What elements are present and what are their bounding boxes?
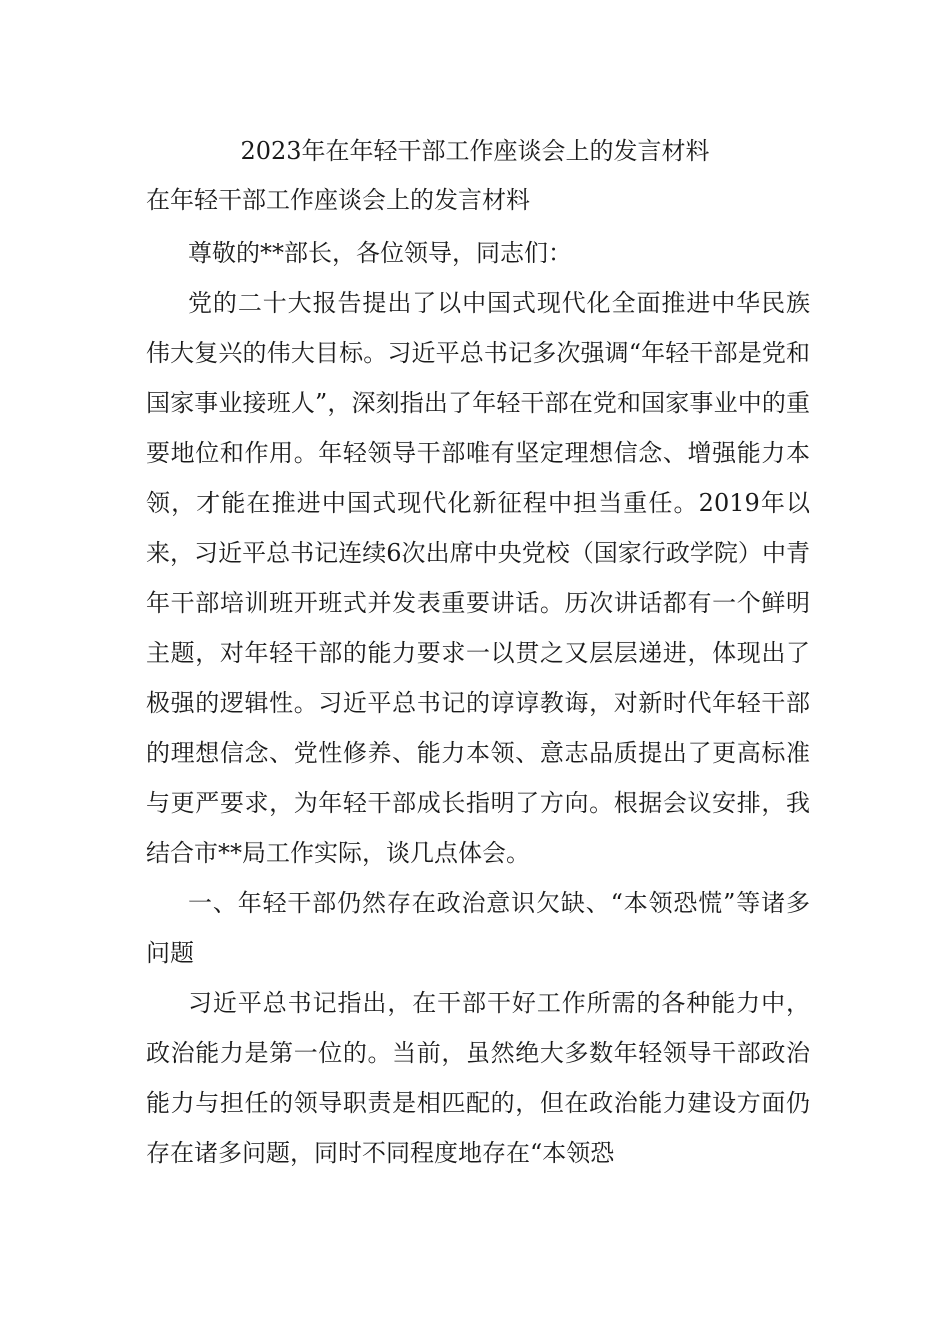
- document-subtitle: 在年轻干部工作座谈会上的发言材料: [146, 186, 530, 214]
- body-paragraph: 习近平总书记指出，在干部干好工作所需的各种能力中，政治能力是第一位的。当前，虽然绝大多数年轻领导干部政治能力与担任的领导职责是相匹配的，但在政治能力建设方面仍存在诸多问题，同时不同程度地存在“本领恐: [146, 989, 810, 1167]
- salutation-paragraph: 尊敬的**部长，各位领导，同志们：: [188, 239, 572, 267]
- document-body: [146, 228, 810, 1178]
- intro-paragraph: 党的二十大报告提出了以中国式现代化全面推进中华民族伟大复兴的伟大目标。习近平总书记多次强调“年轻干部是党和国家事业接班人”，深刻指出了年轻干部在党和国家事业中的重要地位和作用。年轻领导干部唯有坚定理想信念、增强能力本领，才能在推进中国式现代化新征程中担当重任。2019年以来，习近平总书记连续6次出席中央党校（国家行政学院）中青年干部培训班开班式并发表重要讲话。历次讲话都有一个鲜明主题，对年轻干部的能力要求一以贯之又层层递进，体现出了极强的逻辑性。习近平总书记的谆谆教诲，对新时代年轻干部的理想信念、党性修养、能力本领、意志品质提出了更高标准与更严要求，为年轻干部成长指明了方向。根据会议安排，我结合市**局工作实际，谈几点体会。: [146, 289, 810, 867]
- section-heading: 一、年轻干部仍然存在政治意识欠缺、“本领恐慌”等诸多问题: [146, 889, 810, 967]
- document-title: 2023年在年轻干部工作座谈会上的发言材料: [240, 137, 710, 165]
